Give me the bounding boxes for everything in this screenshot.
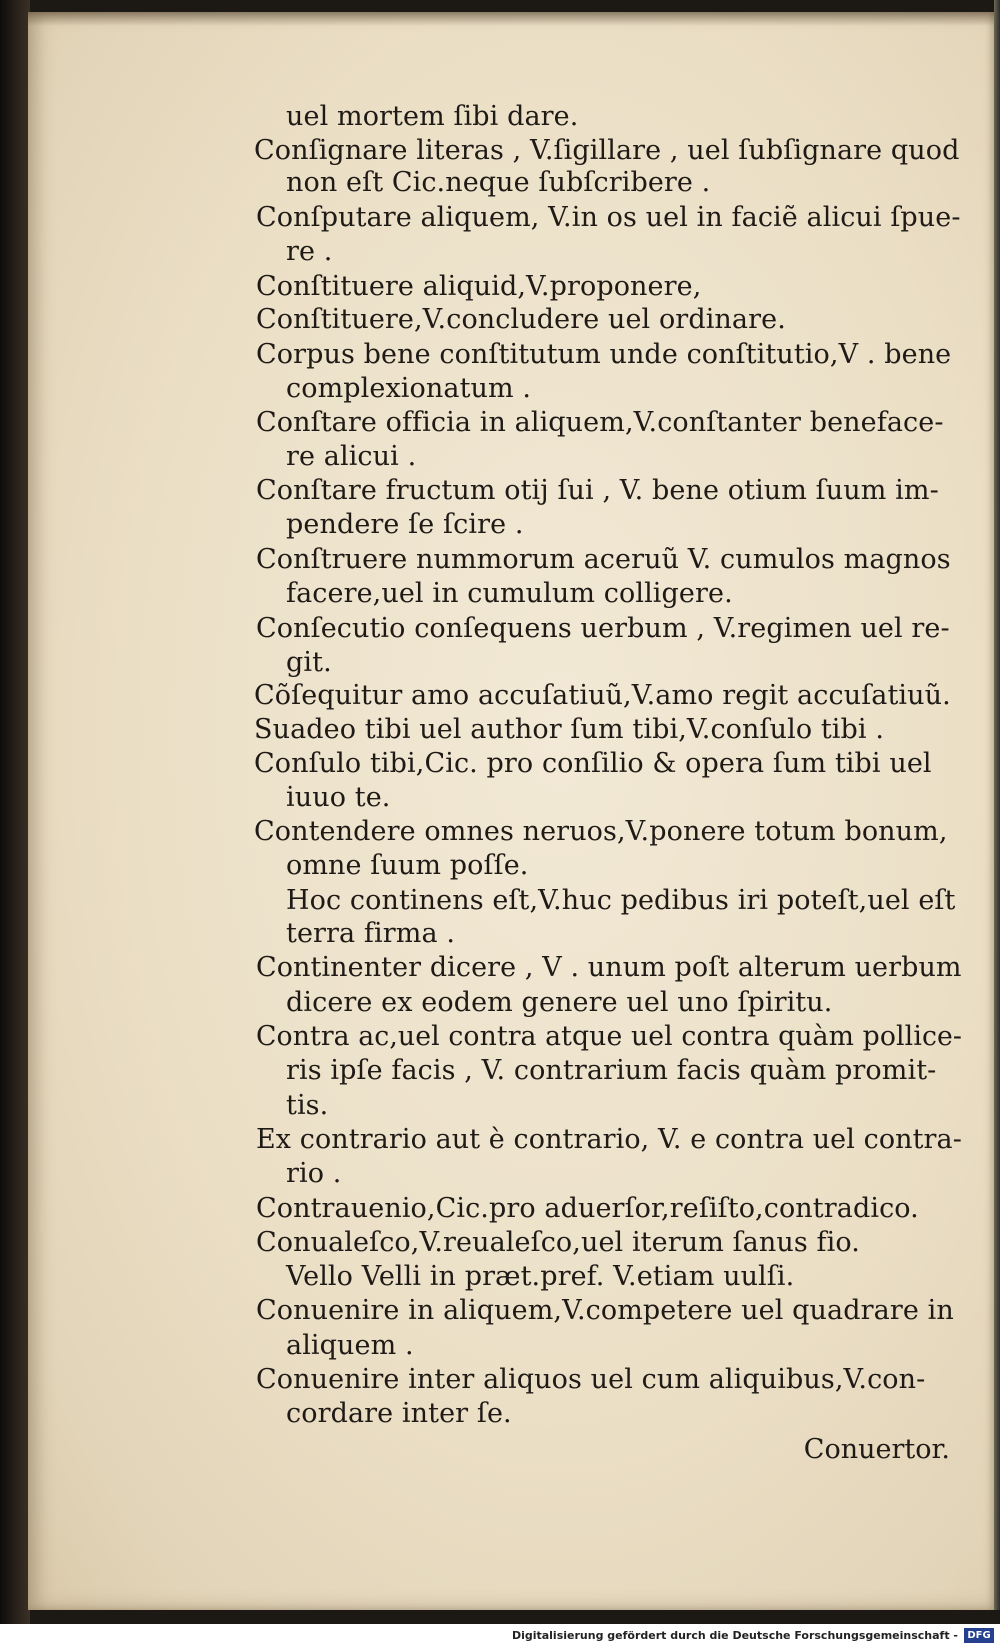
text-line: Conſtruere nummorum aceruũ V. cumulos magnos	[256, 544, 951, 575]
text-line: facere,uel in cumulum colligere.	[286, 578, 733, 609]
text-line: Conſulo tibi,Cic. pro conſilio & opera ſum tibi uel	[254, 748, 932, 779]
dfg-logo[interactable]: DFG	[964, 1628, 994, 1643]
text-line: git.	[286, 647, 332, 678]
text-line: ris ipſe facis , V. contrarium facis quàm promit-	[286, 1055, 937, 1086]
text-line: Continenter dicere , V . unum poſt alterum uerbum	[256, 952, 962, 983]
text-line: Conuenire in aliquem,V.competere uel quadrare in	[256, 1295, 954, 1326]
text-line: Hoc continens eſt,V.huc pedibus iri poteſt,uel eſt	[286, 885, 956, 916]
text-line: omne ſuum poſſe.	[286, 850, 529, 881]
text-line: rio .	[286, 1158, 342, 1189]
text-line: Conſignare literas , V.ſigillare , uel ſubſignare quod	[254, 135, 960, 166]
text-line: Corpus bene conſtitutum unde conſtitutio,V . bene	[256, 339, 952, 370]
text-line: Contrauenio,Cic.pro aduerſor,reſiſto,contradico.	[256, 1193, 919, 1224]
text-line: Cõſequitur amo accuſatiuũ,V.amo regit accuſatiuũ.	[254, 680, 951, 711]
text-line: Conſtituere aliquid,V.proponere,	[256, 271, 702, 302]
text-line: re alicui .	[286, 441, 417, 472]
text-line: Conſtituere,V.concludere uel ordinare.	[256, 304, 786, 335]
text-line: Conſputare aliquem, V.in os uel in faciẽ alicui ſpue-	[256, 202, 961, 233]
text-line: non eſt Cic.neque ſubſcribere .	[286, 167, 711, 198]
text-line: terra firma .	[286, 918, 456, 949]
text-line: tis.	[286, 1090, 329, 1121]
text-line: Conſtare fructum otij ſui , V. bene otium ſuum im-	[256, 475, 939, 506]
text-line: Conuenire inter aliquos uel cum aliquibus,V.con-	[256, 1364, 926, 1395]
text-line: pendere ſe ſcire .	[286, 509, 524, 540]
text-line: complexionatum .	[286, 373, 532, 404]
text-line: aliquem .	[286, 1330, 414, 1361]
text-line: Contendere omnes neruos,V.ponere totum bonum,	[254, 816, 948, 847]
text-line: dicere ex eodem genere uel uno ſpiritu.	[286, 987, 833, 1018]
text-line: Ex contrario aut è contrario, V. e contra uel contra-	[256, 1124, 962, 1155]
text-line: iuuo te.	[286, 782, 391, 813]
text-line: Vello Velli in præt.pref. V.etiam uulſi.	[286, 1261, 795, 1292]
text-line: re .	[286, 236, 333, 267]
text-line: cordare inter ſe.	[286, 1398, 512, 1429]
text-line: Conualeſco,V.reualeſco,uel iterum ſanus fio.	[256, 1227, 860, 1258]
footer-credit: Digitalisierung gefördert durch die Deutsche Forschungsgemeinschaft -	[511, 1629, 958, 1642]
catchword: Conuertor.	[803, 1434, 950, 1465]
text-line: Conſecutio conſequens uerbum , V.regimen uel re-	[256, 613, 950, 644]
text-line: Suadeo tibi uel author ſum tibi,V.conſulo tibi .	[254, 714, 885, 745]
digitization-footer	[0, 1624, 1000, 1648]
text-line: Conſtare officia in aliquem,V.conſtanter beneface-	[256, 407, 944, 438]
text-line: Contra ac,uel contra atque uel contra quàm pollice-	[256, 1021, 963, 1052]
text-line: uel mortem ſibi dare.	[286, 101, 579, 132]
